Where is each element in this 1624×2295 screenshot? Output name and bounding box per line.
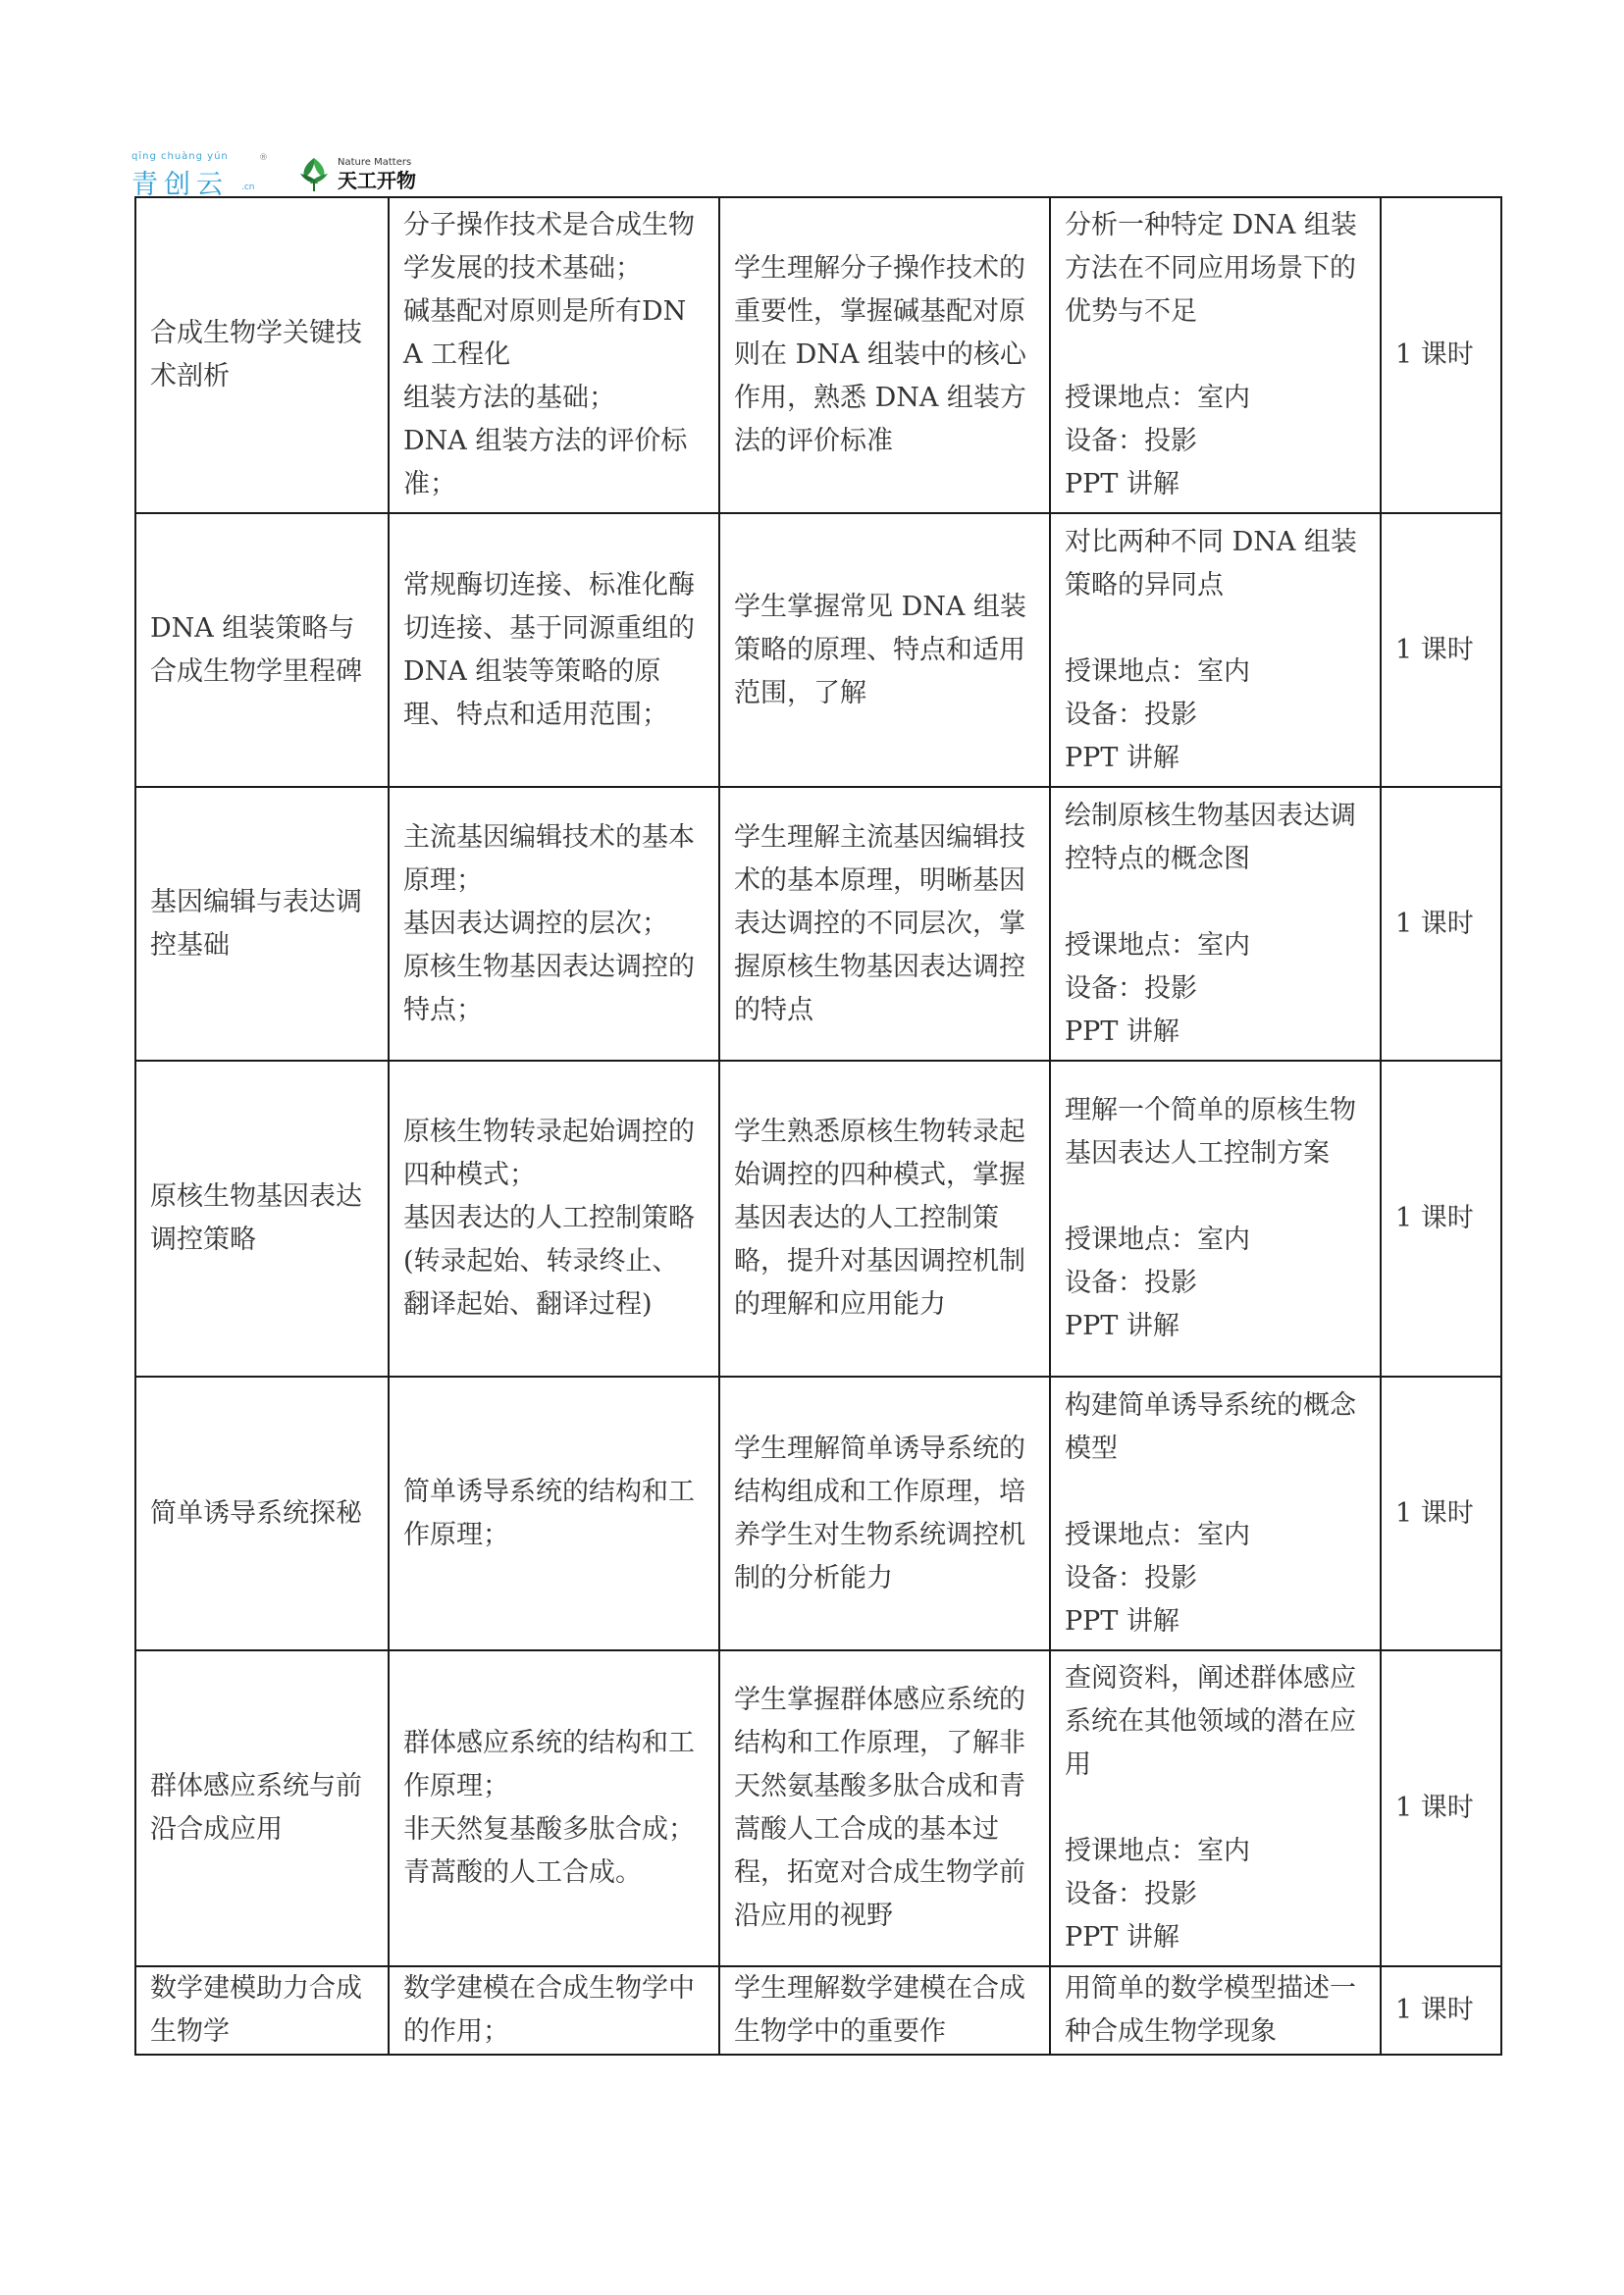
method-text: PPT 讲解 xyxy=(1065,742,1179,773)
activity-text: 理解一个简单的原核生物基因表达人工控制方案 xyxy=(1065,1095,1356,1169)
venue-text: 授课地点：室内 xyxy=(1065,1225,1250,1255)
table-row xyxy=(135,513,1501,787)
content-cell: 原核生物转录起始调控的四种模式； 基因表达的人工控制策略(转录起始、转录终止、翻译起始、翻译过程) xyxy=(389,1061,719,1377)
equipment-text: 设备：投影 xyxy=(1065,426,1197,456)
activity-text: 绘制原核生物基因表达调控特点的概念图 xyxy=(1065,800,1356,874)
logo-chinese-name: 青创云 xyxy=(131,170,229,200)
activity-text: 用简单的数学模型描述一种合成生物学现象 xyxy=(1065,1973,1356,2047)
tiangongkaiwu-logo xyxy=(294,151,416,196)
equipment-text: 设备：投影 xyxy=(1065,1562,1197,1593)
activity-cell xyxy=(1050,1650,1381,1966)
venue-text: 授课地点：室内 xyxy=(1065,1836,1250,1866)
content-cell: 主流基因编辑技术的基本原理； 基因表达调控的层次； 原核生物基因表达调控的特点； xyxy=(389,787,719,1061)
topic-cell: 简单诱导系统探秘 xyxy=(135,1377,389,1650)
activity-text: 构建简单诱导系统的概念模型 xyxy=(1065,1389,1356,1464)
venue-text: 授课地点：室内 xyxy=(1065,929,1250,961)
topic-cell: 合成生物学关键技术剖析 xyxy=(135,197,389,513)
logo-english-tagline: Nature Matters xyxy=(338,156,412,168)
activity-text: 查阅资料，阐述群体感应系统在其他领域的潜在应用 xyxy=(1065,1663,1356,1780)
activity-text: 分析一种特定 DNA 组装方法在不同应用场景下的优势与不足 xyxy=(1065,210,1357,327)
topic-cell: 原核生物基因表达调控策略 xyxy=(135,1061,389,1377)
topic-cell: 数学建模助力合成生物学 xyxy=(135,1966,389,2055)
activity-cell xyxy=(1050,513,1381,787)
objective-cell: 学生掌握群体感应系统的结构和工作原理，了解非天然氨基酸多肽合成和青蒿酸人工合成的基本过程，拓宽对合成生物学前沿应用的视野 xyxy=(719,1650,1050,1966)
hours-cell: 1 课时 xyxy=(1381,1377,1501,1650)
table-row xyxy=(135,1377,1501,1650)
objective-cell: 学生掌握常见 DNA 组装策略的原理、特点和适用范围，了解 xyxy=(719,513,1050,787)
content-cell: 分子操作技术是合成生物学发展的技术基础； 碱基配对原则是所有DNA 工程化 组装方法的基础； DNA 组装方法的评价标准； xyxy=(389,197,719,513)
hours-cell: 1 课时 xyxy=(1381,513,1501,787)
hours-cell: 1 课时 xyxy=(1381,1966,1501,2055)
content-cell: 群体感应系统的结构和工作原理； 非天然复基酸多肽合成； 青蒿酸的人工合成。 xyxy=(389,1650,719,1966)
hours-cell: 1 课时 xyxy=(1381,1650,1501,1966)
topic-cell: 基因编辑与表达调控基础 xyxy=(135,787,389,1061)
method-text: PPT 讲解 xyxy=(1065,1016,1179,1047)
venue-text: 授课地点：室内 xyxy=(1065,655,1250,687)
logo-brand-name: 天工开物 xyxy=(338,168,416,192)
method-text: PPT 讲解 xyxy=(1065,1311,1179,1341)
hours-cell: 1 课时 xyxy=(1381,787,1501,1061)
registered-mark: ® xyxy=(259,153,268,163)
activity-cell xyxy=(1050,197,1381,513)
table-row xyxy=(135,1966,1501,2055)
topic-cell: DNA 组装策略与合成生物学里程碑 xyxy=(135,513,389,787)
hours-cell: 1 课时 xyxy=(1381,1061,1501,1377)
method-text: PPT 讲解 xyxy=(1065,1605,1179,1637)
method-text: PPT 讲解 xyxy=(1065,1922,1179,1953)
table-row xyxy=(135,1650,1501,1966)
objective-cell: 学生熟悉原核生物转录起始调控的四种模式，掌握基因表达的人工控制策略，提升对基因调控机制的理解和应用能力 xyxy=(719,1061,1050,1377)
table-row xyxy=(135,787,1501,1061)
activity-cell xyxy=(1050,787,1381,1061)
equipment-text: 设备：投影 xyxy=(1065,699,1197,730)
table-row xyxy=(135,197,1501,513)
equipment-text: 设备：投影 xyxy=(1065,972,1197,1004)
activity-cell xyxy=(1050,1966,1381,2055)
logo-pinyin: qīng chuàng yún xyxy=(131,151,229,162)
content-cell: 常规酶切连接、标准化酶切连接、基于同源重组的 DNA 组装等策略的原理、特点和适用范围； xyxy=(389,513,719,787)
objective-cell: 学生理解主流基因编辑技术的基本原理，明晰基因表达调控的不同层次，掌握原核生物基因表达调控的特点 xyxy=(719,787,1050,1061)
table-row xyxy=(135,1061,1501,1377)
syllabus-table xyxy=(134,196,1502,2056)
activity-text: 对比两种不同 DNA 组装策略的异同点 xyxy=(1065,526,1357,600)
content-cell: 数学建模在合成生物学中的作用； xyxy=(389,1966,719,2055)
venue-text: 授课地点：室内 xyxy=(1065,383,1250,413)
topic-cell: 群体感应系统与前沿合成应用 xyxy=(135,1650,389,1966)
equipment-text: 设备：投影 xyxy=(1065,1879,1197,1909)
objective-cell: 学生理解数学建模在合成生物学中的重要作 xyxy=(719,1966,1050,2055)
method-text: PPT 讲解 xyxy=(1065,469,1179,499)
page-header xyxy=(131,149,416,200)
qingchuangyun-logo xyxy=(131,151,269,200)
objective-cell: 学生理解简单诱导系统的结构组成和工作原理，培养学生对生物系统调控机制的分析能力 xyxy=(719,1377,1050,1650)
content-cell: 简单诱导系统的结构和工作原理； xyxy=(389,1377,719,1650)
activity-cell xyxy=(1050,1377,1381,1650)
activity-cell xyxy=(1050,1061,1381,1377)
leaf-icon xyxy=(294,154,334,193)
objective-cell: 学生理解分子操作技术的重要性，掌握碱基配对原则在 DNA 组装中的核心作用，熟悉 DNA 组装方法的评价标准 xyxy=(719,197,1050,513)
equipment-text: 设备：投影 xyxy=(1065,1268,1197,1298)
logo-domain: .cn xyxy=(241,183,255,192)
hours-cell: 1 课时 xyxy=(1381,197,1501,513)
venue-text: 授课地点：室内 xyxy=(1065,1519,1250,1550)
